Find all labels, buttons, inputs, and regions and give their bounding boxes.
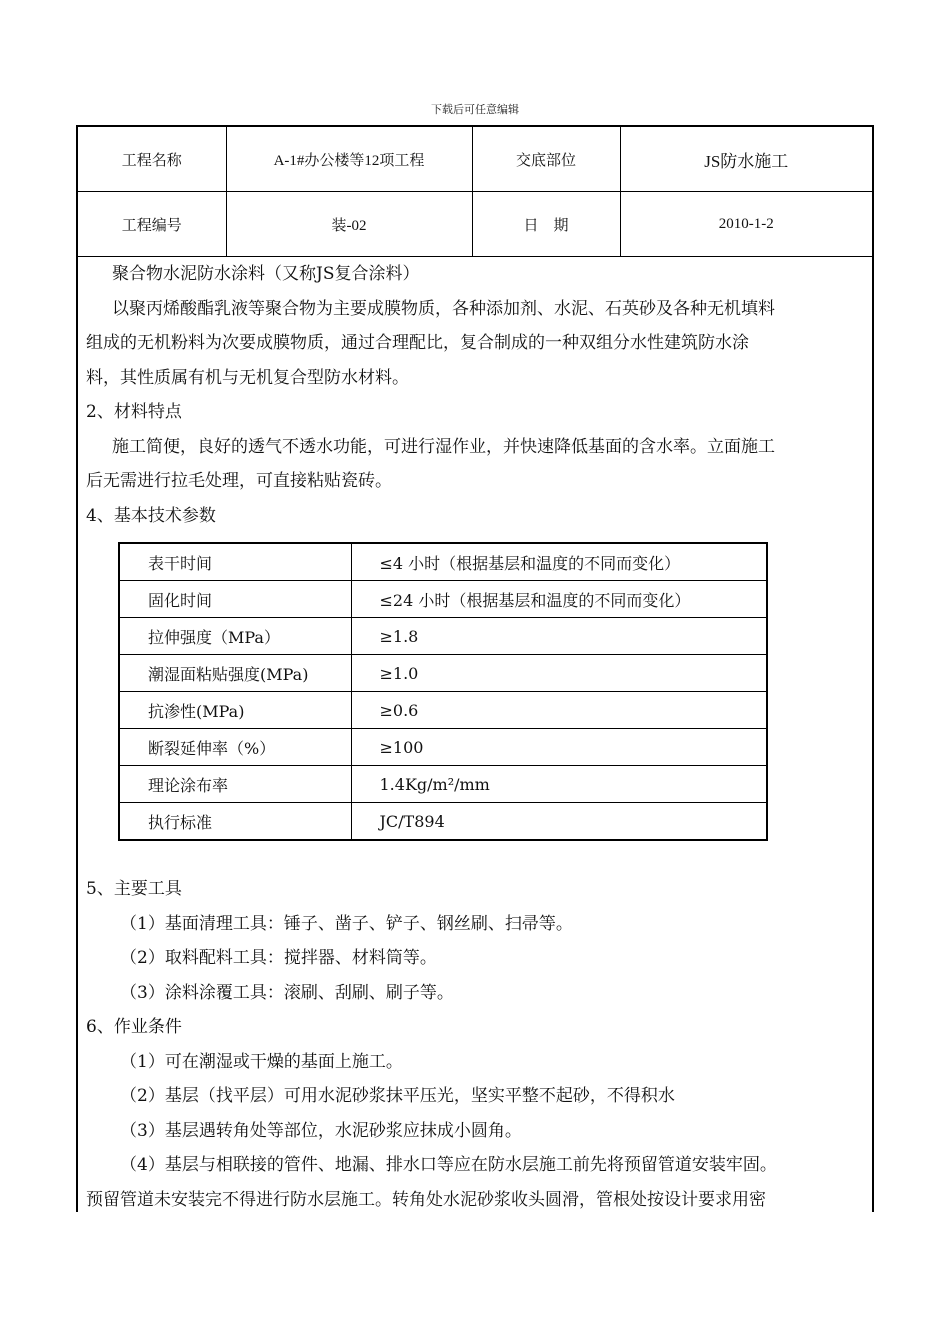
param-name: 拉伸强度（MPa） <box>119 618 351 655</box>
intro-line-3: 料，其性质属有机与无机复合型防水材料。 <box>86 367 409 388</box>
tool-item: （1）基面清理工具：锤子、凿子、铲子、钢丝刷、扫帚等。 <box>120 913 573 934</box>
param-value: ≤24 小时（根据基层和温度的不同而变化） <box>351 581 767 618</box>
param-row <box>119 766 767 803</box>
watermark-text: 下载后可任意编辑 <box>431 103 519 116</box>
section-6-heading: 6、作业条件 <box>86 1017 182 1037</box>
param-value: ≤4 小时（根据基层和温度的不同而变化） <box>351 543 767 581</box>
project-name-label: 工程名称 <box>78 127 226 192</box>
param-value: ≥1.8 <box>351 618 767 655</box>
section-5-heading: 5、主要工具 <box>86 879 182 899</box>
param-row <box>119 692 767 729</box>
param-row <box>119 655 767 692</box>
disclosure-frame <box>76 125 874 1212</box>
param-value: ≥100 <box>351 729 767 766</box>
project-number-value: 装-02 <box>226 192 472 257</box>
param-row <box>119 581 767 618</box>
param-name: 执行标准 <box>119 803 351 841</box>
param-name: 理论涂布率 <box>119 766 351 803</box>
intro-line-2: 组成的无机粉料为次要成膜物质，通过合理配比，复合制成的一种双组分水性建筑防水涂 <box>86 333 749 353</box>
project-header-table <box>78 127 872 257</box>
project-name-value: A-1#办公楼等12项工程 <box>226 127 472 192</box>
condition-continuation: 预留管道未安装完不得进行防水层施工。转角处水泥砂浆收头圆滑，管根处按设计要求用密 <box>86 1189 766 1210</box>
param-name: 抗渗性(MPa) <box>119 692 351 729</box>
param-value: 1.4Kg/m²/mm <box>351 766 767 803</box>
tech-params-table <box>118 542 768 841</box>
section-4-heading: 4、基本技术参数 <box>86 505 216 526</box>
param-value: ≥1.0 <box>351 655 767 692</box>
intro-title: 聚合物水泥防水涂料（又称JS复合涂料） <box>112 264 420 284</box>
intro-line-1: 以聚丙烯酸酯乳液等聚合物为主要成膜物质，各种添加剂、水泥、石英砂及各种无机填料 <box>112 298 775 319</box>
date-value: 2010-1-2 <box>620 192 872 257</box>
header-row-1 <box>78 127 872 192</box>
section-2-heading: 2、材料特点 <box>86 402 182 422</box>
param-name: 表干时间 <box>119 543 351 581</box>
section-2-line-2: 后无需进行拉毛处理，可直接粘贴瓷砖。 <box>86 471 392 491</box>
param-value: ≥0.6 <box>351 692 767 729</box>
param-name: 固化时间 <box>119 581 351 618</box>
tool-item: （3）涂料涂覆工具：滚刷、刮刷、刷子等。 <box>120 982 454 1003</box>
condition-item: （1）可在潮湿或干燥的基面上施工。 <box>120 1051 403 1072</box>
param-row <box>119 543 767 581</box>
param-row <box>119 729 767 766</box>
date-label: 日 期 <box>472 192 620 257</box>
disclosure-part-value: JS防水施工 <box>620 127 872 192</box>
disclosure-part-label: 交底部位 <box>472 127 620 192</box>
condition-item: （4）基层与相联接的管件、地漏、排水口等应在防水层施工前先将预留管道安装牢固。 <box>120 1155 777 1175</box>
param-name: 断裂延伸率（%） <box>119 729 351 766</box>
param-value: JC/T894 <box>351 803 767 841</box>
tool-item: （2）取料配料工具：搅拌器、材料筒等。 <box>120 948 437 968</box>
content-body <box>78 257 872 533</box>
param-row <box>119 618 767 655</box>
project-number-label: 工程编号 <box>78 192 226 257</box>
content-lower <box>78 872 872 1217</box>
param-row <box>119 803 767 841</box>
condition-item: （2）基层（找平层）可用水泥砂浆抹平压光，坚实平整不起砂，不得积水 <box>120 1086 675 1106</box>
condition-item: （3）基层遇转角处等部位，水泥砂浆应抹成小圆角。 <box>120 1120 522 1141</box>
param-name: 潮湿面粘贴强度(MPa) <box>119 655 351 692</box>
header-row-2 <box>78 192 872 257</box>
section-2-line-1: 施工简便，良好的透气不透水功能，可进行湿作业，并快速降低基面的含水率。立面施工 <box>112 436 775 457</box>
